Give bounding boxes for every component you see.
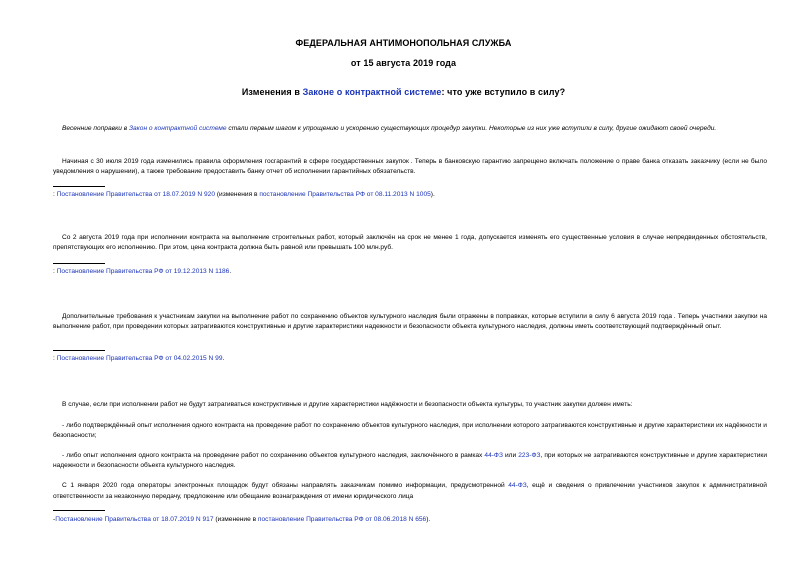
paragraph-guarantees: [53, 156, 767, 176]
footnote-divider: [53, 350, 105, 351]
title-law-link[interactable]: Законе о контрактной системе: [302, 87, 442, 97]
paragraph-option-2: [53, 451, 767, 470]
paragraph-guarantees-text: Начиная с 30 июля 2019 года изменились правила оформления госгарантий в сфере государственных закупок: [62, 158, 409, 165]
paragraph-construction: [53, 233, 767, 252]
footnote-2-end: .: [229, 268, 232, 275]
paragraph-operators-text: С 1 января 2020 года операторы электронных площадок будут обязаны направлять заказчикам помимо информации, предусмотренной: [62, 482, 509, 489]
law-44fz-link-2[interactable]: 44-ФЗ: [508, 482, 527, 489]
law-44fz-link[interactable]: 44-ФЗ: [484, 452, 503, 459]
footnote-mark: :: [53, 268, 55, 275]
paragraph-option-1: [53, 421, 767, 440]
footnote-4-text: (изменение в: [213, 516, 258, 523]
agency-heading: ФЕДЕРАЛЬНАЯ АНТИМОНОПОЛЬНАЯ СЛУЖБА: [295, 38, 512, 48]
intro-text-end: стали первым шагом к упрощению и ускорению существующих процедур закупки. Некоторые из них уже вступили в силу, другие ожидают своей очереди.: [226, 125, 717, 132]
paragraph-heritage: [53, 311, 767, 331]
paragraph-option-2-text: - либо опыт исполнения одного контракта на проведение работ по сохранению объектов культурного наследия, заключённого в рамках: [62, 452, 485, 459]
document-title: [0, 87, 807, 97]
footnote-4-link-amended[interactable]: постановление Правительства РФ от 08.06.2018 N 656: [257, 516, 427, 523]
footnote-3-end: .: [222, 355, 225, 362]
footnote-divider: [53, 510, 105, 511]
footnote-1-link-decree[interactable]: Постановление Правительства от 18.07.2019 N 920: [56, 191, 215, 198]
footnote-1: [53, 190, 435, 199]
paragraph-heritage-text: Дополнительные требования к участникам закупки на выполнение работ по сохранению объектов культурного наследия были отражены в поправках, которые вступили в силу 6 августа 2019 года: [62, 313, 673, 320]
paragraph-option-2-or: или: [502, 452, 519, 459]
paragraph-guarantees-text-2: . Теперь в банковскую гарантию запрещено включать положение о праве банка отказать заказчику (если не было уведомления о нарушении), а также требование предоставить банку отчет об исполнении гарантийных обязательств.: [53, 158, 768, 175]
paragraph-operators-end: , ещё и сведения о привлечении участников закупок к административной ответственности за незаконную передачу, предложение или обещание вознаграждения от имени юридического лица: [53, 482, 767, 500]
footnote-4-end: ).: [426, 516, 431, 523]
paragraph-option-2-end: , при которых не затрагиваются конструктивные и другие характеристики надежности и безопасности объекта культурного наследия.: [53, 452, 767, 469]
intro-paragraph: [53, 124, 767, 134]
footnote-divider: [53, 263, 105, 264]
document-date: от 15 августа 2019 года: [350, 58, 457, 68]
footnote-mark: :: [53, 191, 55, 198]
footnote-4: [53, 515, 430, 524]
intro-text-start: Весенние поправки в: [62, 125, 129, 132]
footnote-divider: [53, 186, 105, 187]
paragraph-heritage-text-2: . Теперь участники закупки на выполнение работ, при проведении которых затрагиваются конструктивные и другие характеристики надежности и безопасности объекта культурного наследия, должны иметь соответствующий подтверждённый опыт.: [53, 313, 768, 330]
footnote-mark: -: [53, 516, 56, 523]
intro-law-link[interactable]: Закон о контрактной системе: [128, 125, 227, 132]
paragraph-option-1-text: - либо подтверждённый опыт исполнения одного контракта на проведение работ по сохранению объектов культурного наследия, при исполнении которого затрагиваются конструктивные и другие характеристики их надёжности и безопасности;: [53, 422, 767, 439]
footnote-4-link-decree[interactable]: Постановление Правительства от 18.07.2019 N 917: [55, 516, 214, 523]
footnote-1-end: ).: [430, 191, 435, 198]
footnote-1-text: (изменения в: [215, 191, 260, 198]
law-223fz-link[interactable]: 223-ФЗ: [518, 452, 541, 459]
footnote-2: [53, 267, 231, 276]
paragraph-requirements: [53, 400, 767, 410]
title-prefix: Изменения в: [241, 87, 303, 97]
footnote-3: [53, 354, 224, 363]
footnote-1-link-amended[interactable]: постановление Правительства РФ от 08.11.2013 N 1005: [259, 191, 431, 198]
paragraph-requirements-text: В случае, если при исполнении работ не будут затрагиваться конструктивные и другие характеристики надёжности и безопасности объекта культуры, то участник закупки должен иметь:: [62, 401, 633, 408]
footnote-3-link[interactable]: Постановление Правительства РФ от 04.02.2015 N 99: [56, 355, 223, 362]
title-suffix: : что уже вступило в силу?: [441, 87, 566, 97]
paragraph-operators: [53, 481, 767, 501]
paragraph-construction-text: Со 2 августа 2019 года при исполнении контракта на выполнение строительных работ, который заключён на срок не менее 1 года, допускается изменять его существенные условия в случае непредвиденных обстоятельств, препятствующих его исполнению. При этом, цена контракта должна быть равной или превышать 100 млн.руб.: [53, 234, 767, 251]
footnote-mark: :: [53, 355, 55, 362]
footnote-2-link[interactable]: Постановление Правительства РФ от 19.12.2013 N 1186: [56, 268, 230, 275]
